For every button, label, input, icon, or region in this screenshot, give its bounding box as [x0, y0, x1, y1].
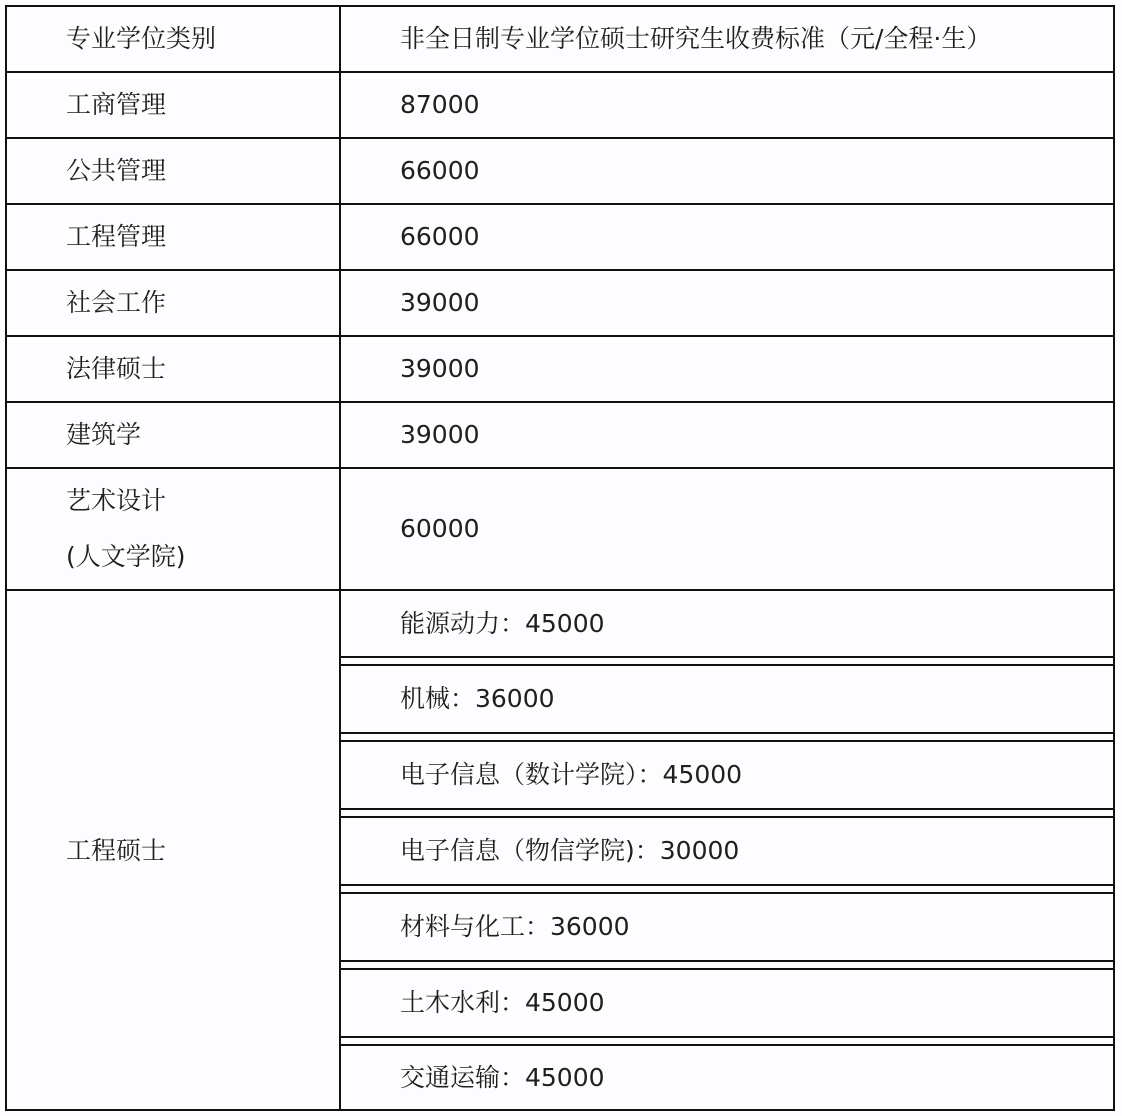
row-divider [7, 335, 1113, 337]
row-category: 工商管理 [66, 90, 167, 119]
row-divider [7, 203, 1113, 205]
row-category: 公共管理 [66, 156, 167, 185]
engineering-item: 土木水利：45000 [400, 988, 605, 1017]
category-line: 艺术设计 [66, 486, 167, 515]
engineering-item: 电子信息（物信学院)：30000 [400, 836, 740, 865]
row-fee: 39000 [400, 288, 480, 317]
row-fee: 60000 [400, 514, 480, 543]
row-divider [7, 401, 1113, 403]
row-fee: 66000 [400, 222, 480, 251]
engineering-item: 能源动力：45000 [400, 608, 605, 638]
row-fee: 66000 [400, 156, 480, 185]
row-fee: 87000 [400, 90, 480, 119]
category-line: (人文学院) [66, 542, 186, 571]
row-category: 社会工作 [66, 288, 167, 317]
row-divider [7, 269, 1113, 271]
row-divider [7, 137, 1113, 139]
sub-row-divider [341, 808, 1113, 810]
sub-row-divider [341, 656, 1113, 658]
engineering-item: 交通运输：45000 [400, 1062, 605, 1092]
sub-row-divider [341, 960, 1113, 962]
sub-row-divider [341, 1036, 1113, 1038]
row-fee: 39000 [400, 354, 480, 383]
row-category-engineering: 工程硕士 [66, 836, 167, 865]
fee-table [5, 5, 1115, 1111]
sub-row-divider [341, 732, 1113, 734]
row-divider [7, 71, 1113, 73]
row-category: 工程管理 [66, 222, 167, 251]
engineering-item: 材料与化工：36000 [400, 912, 630, 941]
engineering-item: 电子信息（数计学院）：45000 [400, 760, 743, 789]
row-category: 建筑学 [66, 420, 142, 449]
row-fee: 39000 [400, 420, 480, 449]
column-divider [339, 7, 341, 1109]
header-category: 专业学位类别 [66, 24, 217, 53]
header-fee: 非全日制专业学位硕士研究生收费标准（元/全程·生） [400, 24, 992, 53]
sub-row-divider [341, 884, 1113, 886]
row-category-art-design [66, 469, 186, 589]
row-category: 法律硕士 [66, 354, 167, 383]
engineering-item: 机械：36000 [400, 684, 555, 713]
